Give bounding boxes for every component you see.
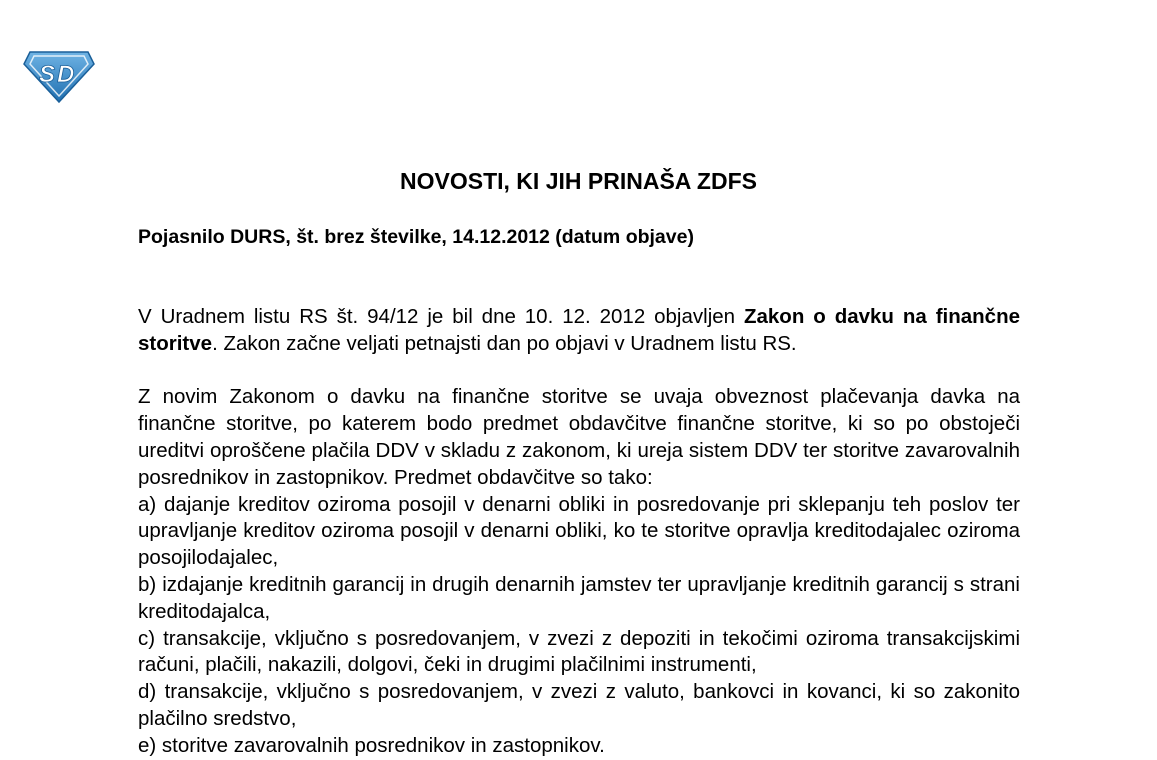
document-subtitle: Pojasnilo DURS, št. brez številke, 14.12.2012 (datum objave) <box>138 226 694 248</box>
svg-text:D: D <box>57 61 75 88</box>
shield-logo-icon <box>22 50 96 104</box>
company-logo <box>22 50 96 104</box>
document-body <box>138 304 1020 760</box>
body-paragraph: Z novim Zakonom o davku na finančne storitve se uvaja obveznost plačevanja davka na finančne storitve, po katerem bodo predmet obdavčitve finančne storitve, ki so po obstoječi ureditvi oproščene plačila DDV v skladu z zakonom, ki ureja sistem DDV ter storitve zavarovalnih posrednikov in zastopnikov. Predmet obdavčitve so tako: <box>138 385 1020 489</box>
svg-text:S: S <box>39 61 56 88</box>
law-name: Zakon o davku na finančne storitve <box>138 305 1021 355</box>
list-item-b: b) izdajanje kreditnih garancij in drugih denarnih jamstev ter upravljanje kreditnih garancij s strani kreditodajalca, <box>138 572 1020 623</box>
list-item-c: c) transakcije, vključno s posredovanjem, v zvezi z depoziti in tekočimi oziroma transakcijskimi računi, plačili, nakazili, dolgovi, čeki in drugimi plačilnimi instrumenti, <box>138 626 1020 677</box>
paragraph-spacer <box>138 358 1020 385</box>
list-item-d: d) transakcije, vključno s posredovanjem, v zvezi z valuto, bankovci in kovanci, ki so zakonito plačilno sredstvo, <box>138 680 1020 730</box>
intro-text-after: . Zakon začne veljati petnajsti dan po objavi v Uradnem listu RS. <box>212 331 797 355</box>
list-item-e: e) storitve zavarovalnih posrednikov in zastopnikov. <box>138 733 605 757</box>
intro-paragraph <box>138 304 1020 358</box>
page-title: NOVOSTI, KI JIH PRINAŠA ZDFS <box>400 168 757 194</box>
list-item-a: a) dajanje kreditov oziroma posojil v denarni obliki in posredovanje pri sklepanju teh poslov ter upravljanje kreditov oziroma posojil v denarni obliki, ko te storitve opravlja kreditodajalec oziroma posojilodajalec, <box>138 492 1020 570</box>
intro-text-before: V Uradnem listu RS št. 94/12 je bil dne 10. 12. 2012 objavljen <box>138 305 744 328</box>
